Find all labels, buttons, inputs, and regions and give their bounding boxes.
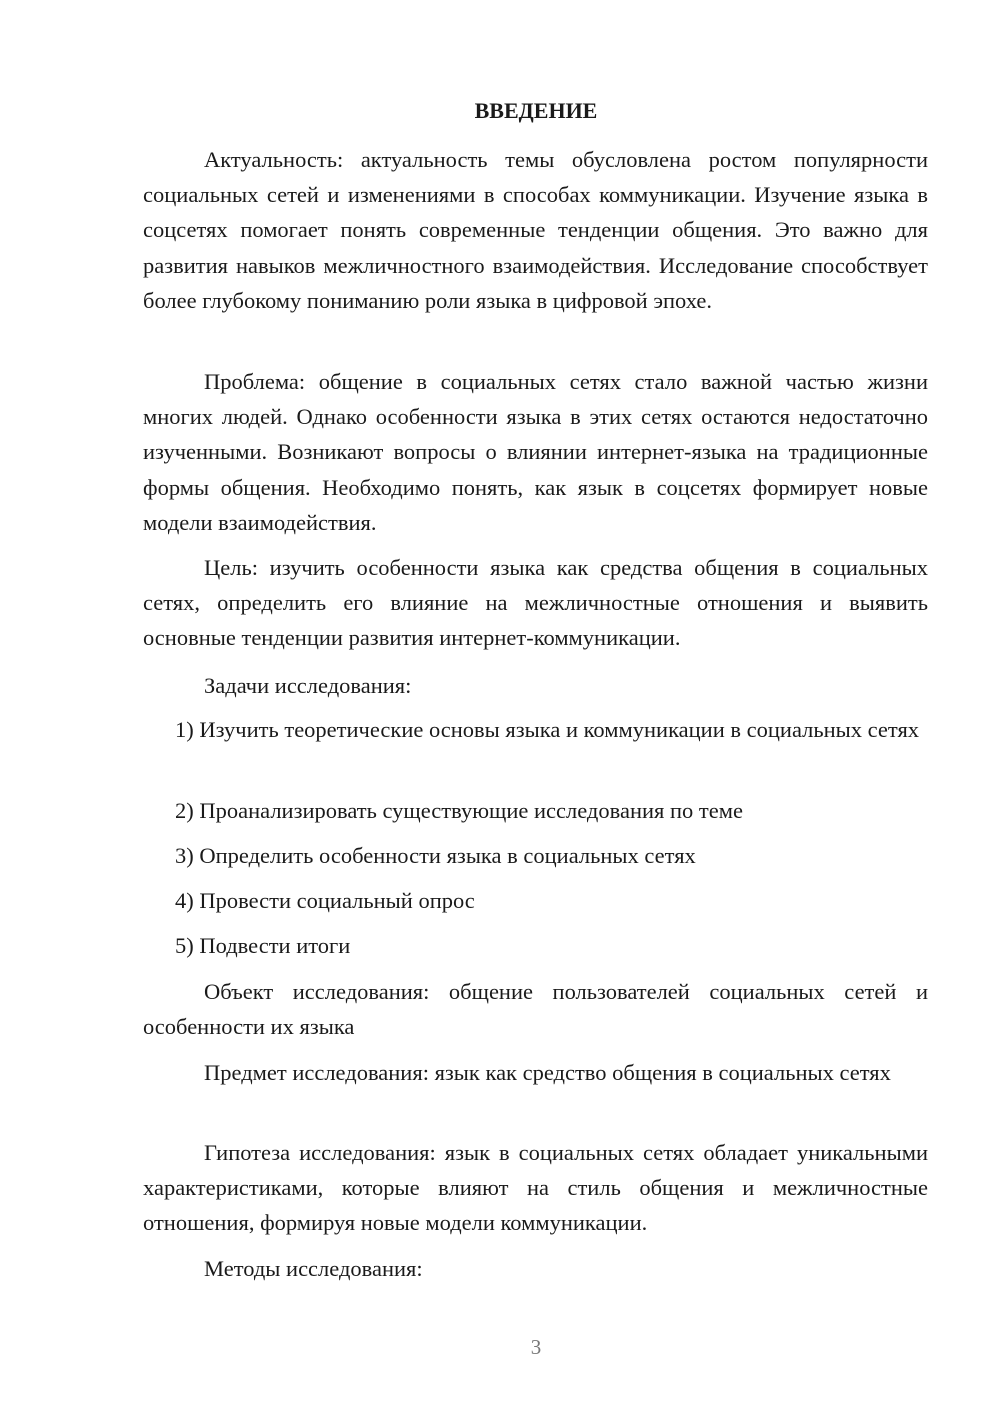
list-item-task-4: 4) Провести социальный опрос <box>175 888 475 913</box>
list-item-task-2: 2) Проанализировать существующие исследования по теме <box>175 798 743 823</box>
list-item-task-1: 1) Изучить теоретические основы языка и коммуникации в социальных сетях <box>175 717 920 742</box>
paragraph-methods-heading: Методы исследования: <box>204 1256 423 1281</box>
list-item-task-5: 5) Подвести итоги <box>175 933 351 958</box>
list-item-task-3: 3) Определить особенности языка в социальных сетях <box>175 843 696 868</box>
paragraph-goal: Цель: изучить особенности языка как средства общения в социальных сетях, определить его влияние на межличностные отношения и выявить основные тенденции развития интернет-коммуникации. <box>143 555 928 651</box>
paragraph-problem: Проблема: общение в социальных сетях стало важной частью жизни многих людей. Однако особенности языка в этих сетях остаются недостаточно изученными. Возникают вопросы о влиянии интернет-языка на традиционные формы общения. Необходимо понять, как язык в соцсетях формирует новые модели взаимодействия. <box>143 369 928 535</box>
paragraph-hypothesis: Гипотеза исследования: язык в социальных сетях обладает уникальными характеристиками, которые влияют на стиль общения и межличностные отношения, формируя новые модели коммуникации. <box>143 1140 928 1236</box>
page-number: 3 <box>530 1335 542 1359</box>
paragraph-object: Объект исследования: общение пользователей социальных сетей и особенности их языка <box>143 979 928 1040</box>
paragraph-subject: Предмет исследования: язык как средство общения в социальных сетях <box>204 1060 891 1085</box>
paragraph-tasks-heading: Задачи исследования: <box>204 673 412 698</box>
paragraph-relevance: Актуальность: актуальность темы обусловлена ростом популярности социальных сетей и изменениями в способах коммуникации. Изучение языка в соцсетях помогает понять современные тенденции общения. Это важно для развития навыков межличностного взаимодействия. Исследование способствует более глубокому пониманию роли языка в цифровой эпохе. <box>143 147 928 313</box>
page-title: ВВЕДЕНИЕ <box>474 98 598 123</box>
